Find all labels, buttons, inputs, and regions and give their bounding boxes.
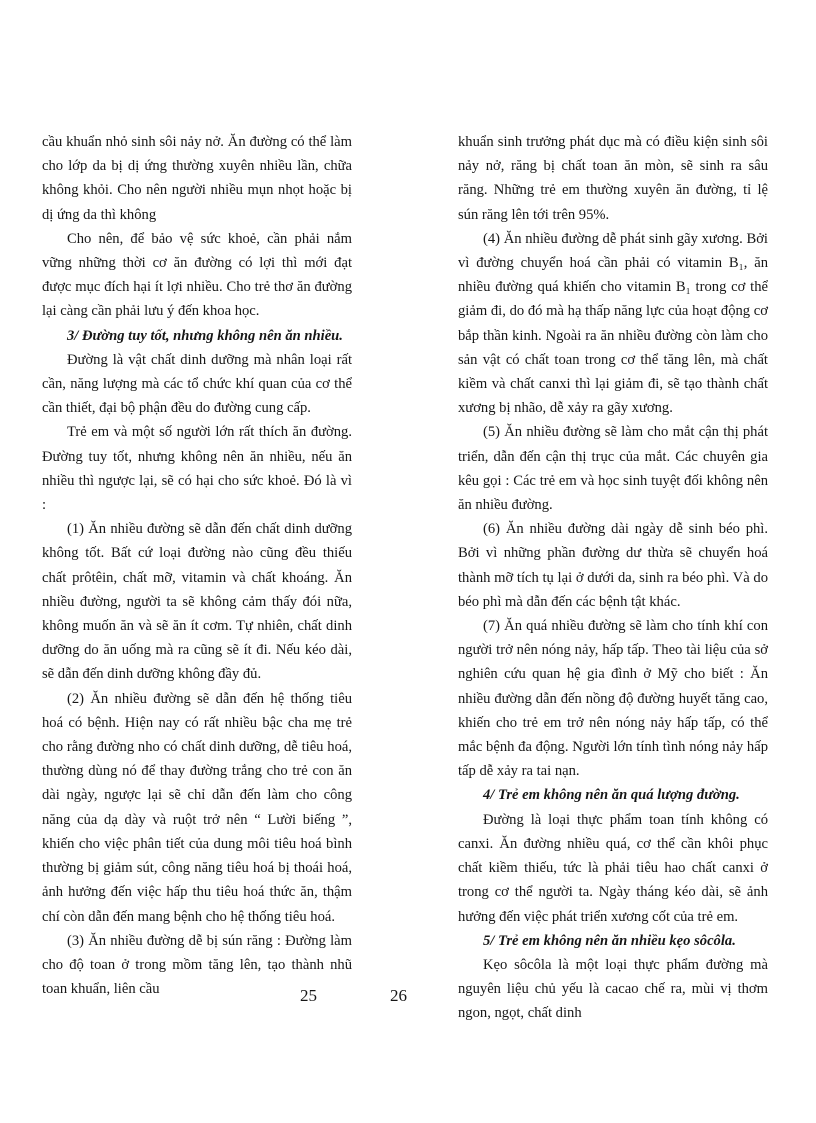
paragraph: Cho nên, để bảo vệ sức khoẻ, cần phải nắm vững những thời cơ ăn đường có lợi thì mới đạt được mục đích hại ít lợi nhiều. Cho trẻ thơ ăn đường lại càng cần phải lưu ý đến khoa học. bbox=[42, 230, 352, 320]
paragraph: (7) Ăn quá nhiều đường sẽ làm cho tính khí con người trở nên nóng nảy, hấp tấp. Theo tài liệu của sở nghiên cứu quan hệ gia đình ở Mỹ cho biết : Ăn nhiều đường dẫn đến nồng độ đường huyết tăng cao, khiến cho trẻ em trở nên nóng nảy hấp tấp, có thể mắc bệnh đa động. Người lớn tính tình nóng nảy hấp tấp dễ xảy ra tai nạn. bbox=[458, 618, 768, 780]
page-number-right: 26 bbox=[390, 986, 407, 1005]
paragraph: Trẻ em và một số người lớn rất thích ăn đường. Đường tuy tốt, nhưng không nên ăn nhiều, nếu ăn nhiều thì ngược lại, sẽ có hại cho sức khoẻ. Đó là vì : bbox=[42, 424, 352, 514]
paragraph: (2) Ăn nhiều đường sẽ dẫn đến hệ thống tiêu hoá có bệnh. Hiện nay có rất nhiều bậc cha mẹ trẻ cho rằng đường nho có chất dinh dưỡng, dễ tiêu hoá, thường dùng nó để thay đường trắng cho trẻ con ăn dài ngày, ngược lại sẽ chỉ dẫn đến làm cho công năng của dạ dày và ruột trở nên “ Lười biếng ”, khiến cho việc phân tiết của dung môi tiêu hoá bình thường bị giảm sút, công năng tiêu hoá bị thoái hoá, ảnh hưởng đến việc hấp thu tiêu hoá thức ăn, thậm chí còn dẫn đến mang bệnh cho hệ thống tiêu hoá. bbox=[42, 690, 352, 925]
paragraph: Kẹo sôcôla là một loại thực phẩm đường mà nguyên liệu chủ yếu là cacao chế ra, mùi vị thơm ngon, ngọt, chất dinh bbox=[458, 956, 768, 1022]
section-heading: 5/ Trẻ em không nên ăn nhiều kẹo sôcôla. bbox=[483, 932, 736, 949]
paragraph: cầu khuẩn nhỏ sinh sôi nảy nở. Ăn đường có thể làm cho lớp da bị dị ứng thường xuyên nhiều lần, chữa không khỏi. Cho nên người nhiều mụn nhọt hoặc bị dị ứng da thì không bbox=[42, 134, 352, 223]
left-page-column bbox=[42, 130, 352, 1001]
paragraph: Đường là loại thực phẩm toan tính không có canxi. Ăn đường nhiều quá, cơ thể cần khôi phục chất kiềm thiếu, tức là phải tiêu hao chất canxi ở trong cơ thể người ta. Ngày tháng kéo dài, sẽ ảnh hưởng đến việc phát triển xương cốt của trẻ em. bbox=[458, 811, 768, 925]
section-heading: 4/ Trẻ em không nên ăn quá lượng đường. bbox=[483, 787, 740, 804]
paragraph: (5) Ăn nhiều đường sẽ làm cho mắt cận thị phát triển, dẫn đến cận thị trục của mắt. Các chuyên gia kêu gọi : Các trẻ em và học sinh tuyệt đối không nên ăn nhiều đường. bbox=[458, 424, 768, 514]
paragraph: khuẩn sinh trưởng phát dục mà có điều kiện sinh sôi nảy nở, răng bị chất toan ăn mòn, sẽ sinh ra sâu răng. Những trẻ em thường xuyên ăn đường, tỉ lệ sún răng lên tới trên 95%. bbox=[458, 134, 768, 223]
page-number-left: 25 bbox=[300, 986, 317, 1005]
paragraph: (1) Ăn nhiều đường sẽ dẫn đến chất dinh dưỡng không tốt. Bất cứ loại đường nào cũng đều thiếu chất prôtêin, chất mỡ, vitamin và chất khoáng. Ăn nhiều đường, người ta sẽ không cảm thấy đói nữa, không muốn ăn và sẽ ăn ít cơm. Tự nhiên, chất dinh dưỡng do ăn uống mà ra cũng sẽ ít đi. Nếu kéo dài, sẽ dẫn đến dinh dưỡng không đầy đủ. bbox=[42, 521, 352, 683]
paragraph: Đường là vật chất dinh dưỡng mà nhân loại rất cần, năng lượng mà các tổ chức khí quan của cơ thể cần thiết, đại bộ phận đều do đường cung cấp. bbox=[42, 351, 352, 417]
paragraph: (4) Ăn nhiều đường dễ phát sinh gãy xương. Bởi vì đường chuyển hoá cần phải có vitamin B₁, ăn nhiều đường quá khiến cho vitamin B₁ trong cơ thể giảm đi, do đó mà hạ thấp năng lực của hoạt động cơ bắp thần kinh. Ngoài ra ăn nhiều đường còn làm cho sản vật có chất toan trong cơ thể tăng lên, mà chất kiềm và chất canxi thì lại giảm đi, sẽ tạo thành chất xương bị nhão, dễ xảy ra gãy xương. bbox=[458, 230, 768, 417]
paragraph: (3) Ăn nhiều đường dễ bị sún răng : Đường làm cho độ toan ở trong mồm tăng lên, tạo thành nhũ toan khuẩn, liên cầu bbox=[42, 932, 352, 998]
paragraph: (6) Ăn nhiều đường dài ngày dễ sinh béo phì. Bởi vì những phần đường dư thừa sẽ chuyển hoá thành mỡ tích tụ lại ở dưới da, sinh ra béo phì. Và do béo phì mà dẫn đến các bệnh tật khác. bbox=[458, 521, 768, 610]
right-page-column bbox=[458, 130, 768, 1026]
section-heading: 3/ Đường tuy tốt, nhưng không nên ăn nhiều. bbox=[67, 327, 343, 344]
